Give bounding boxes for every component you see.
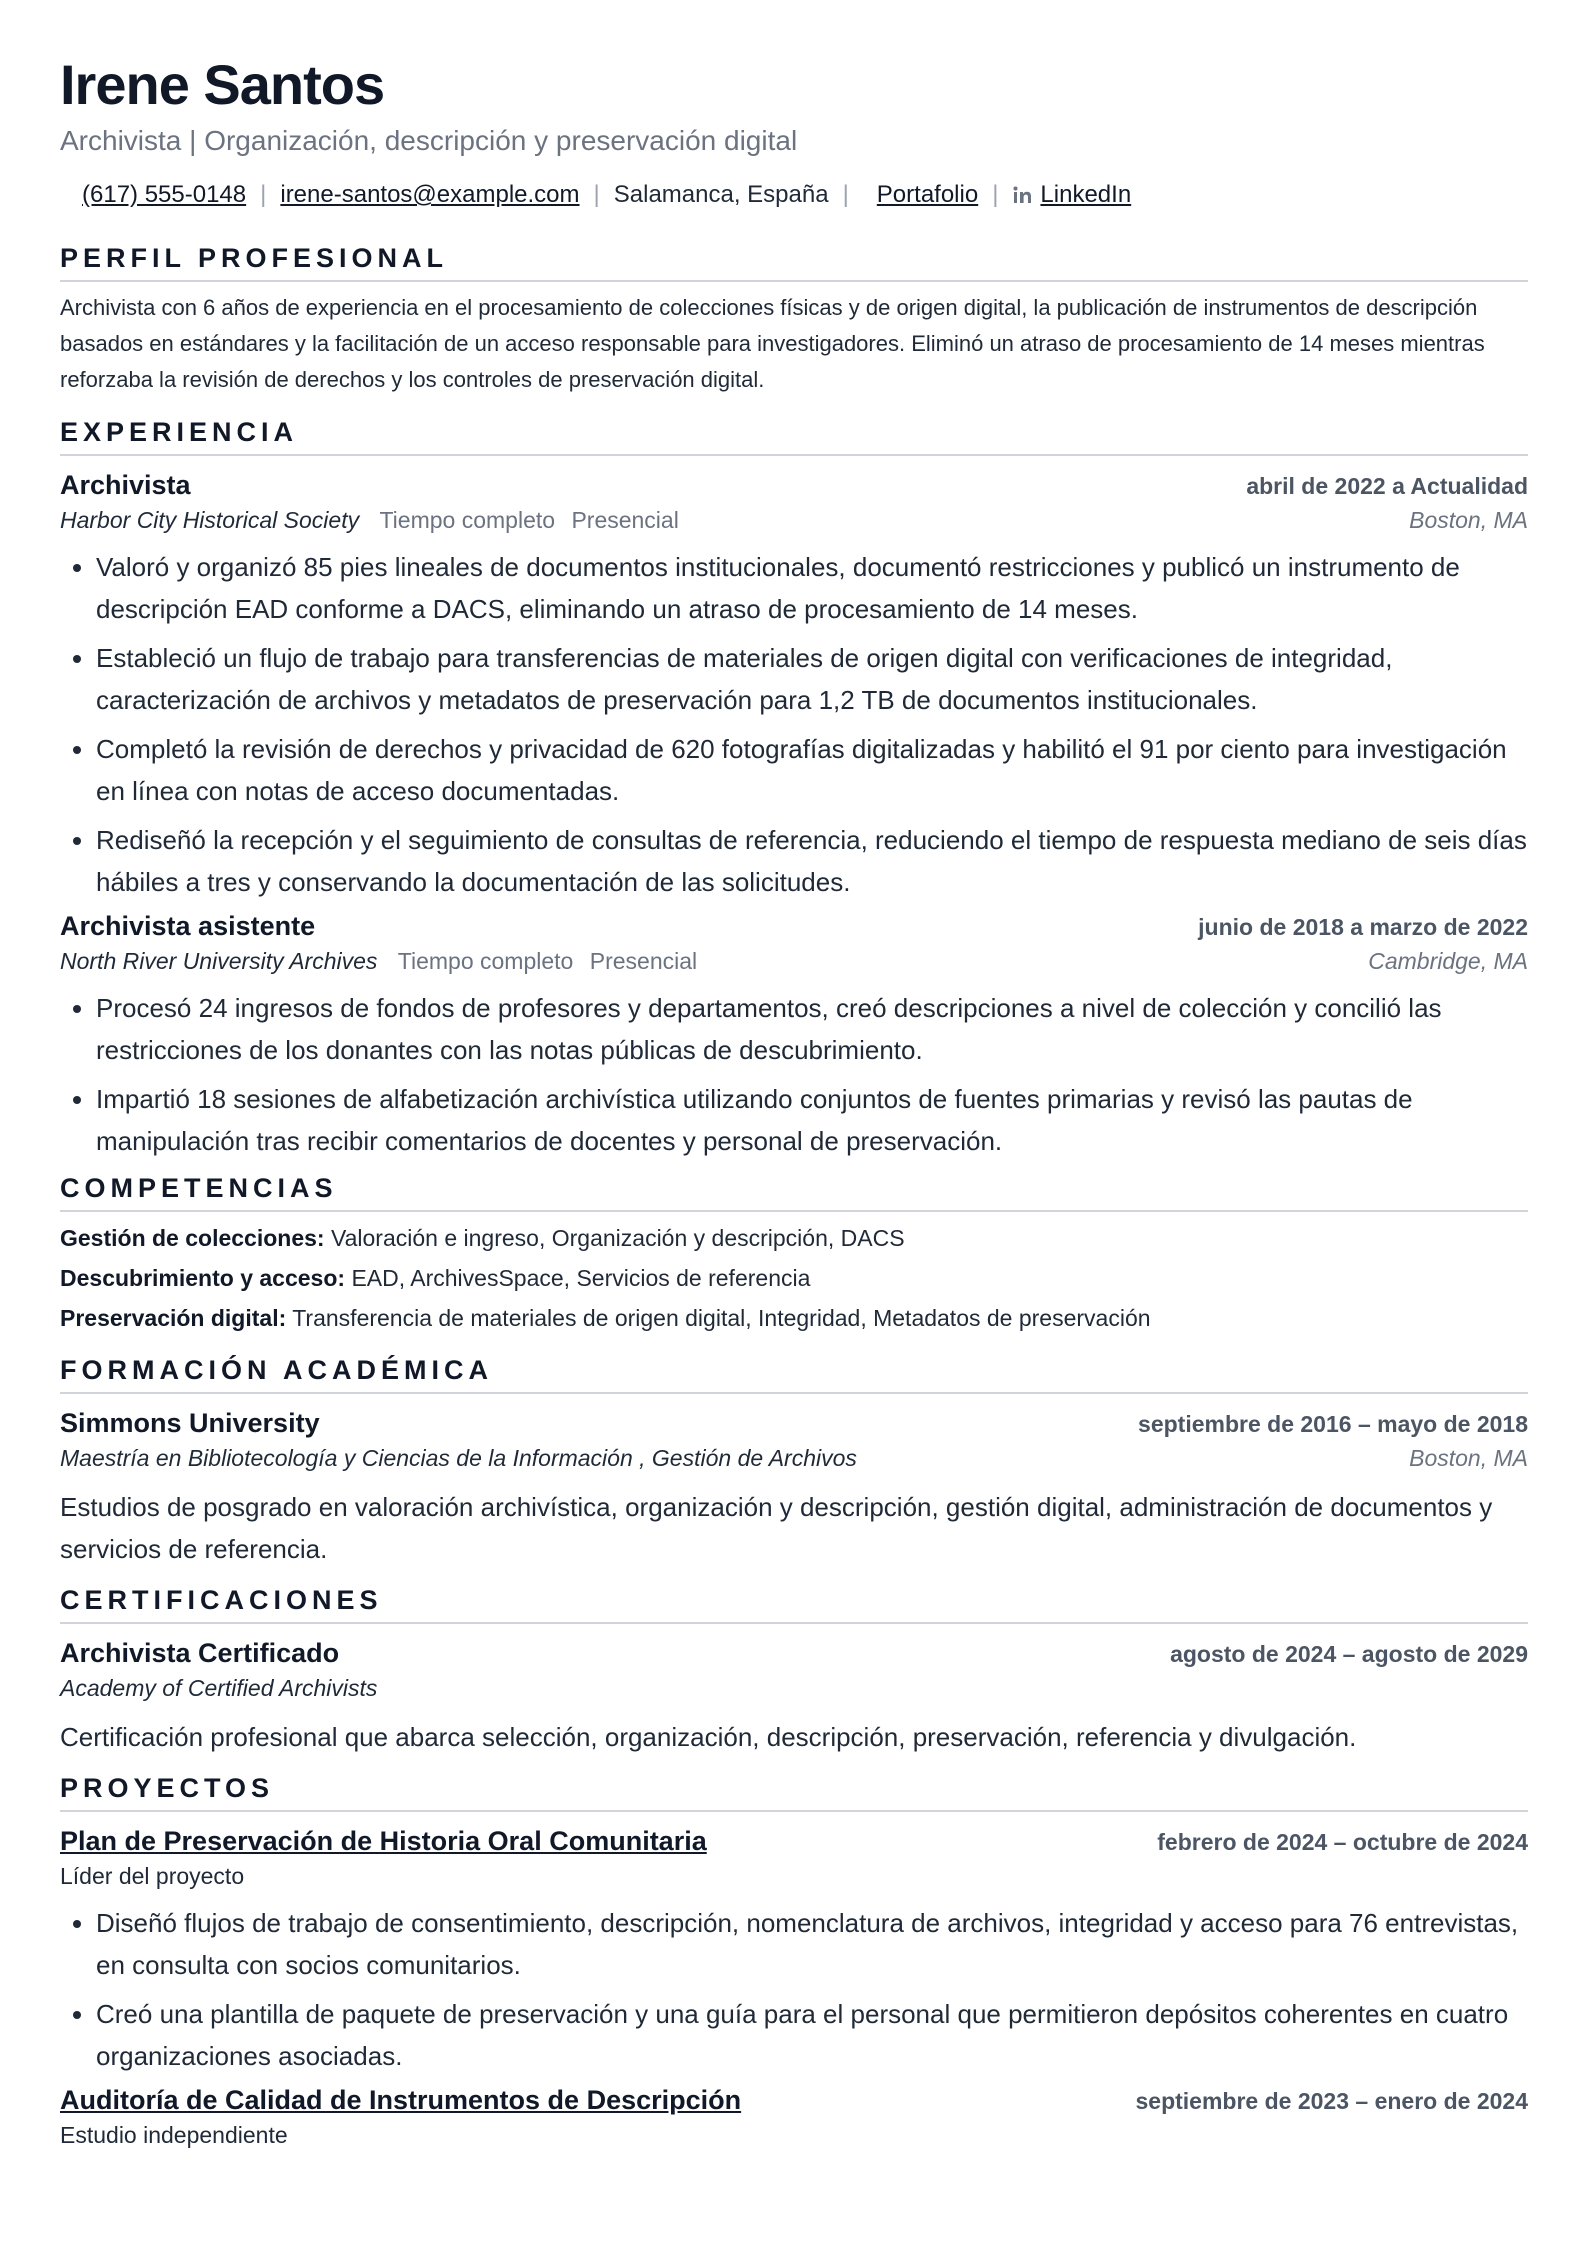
project-entry [60,2085,1528,2149]
list-item: • Estableció un flujo de trabajo para transferencias de materiales de origen digital con verificaciones de integridad, caracterización de archivos y metadatos de preservación para 1,2 TB de documentos institucionales. [96,637,1528,721]
skill-label: Preservación digital: [60,1305,287,1331]
project-role: Líder del proyecto [60,1863,245,1889]
job-bullets [60,546,1528,903]
job-date: abril de 2022 a Actualidad [1246,473,1528,499]
job-bullets [60,987,1528,1162]
list-item: • Valoró y organizó 85 pies lineales de documentos institucionales, documentó restricciones y publicó un instrumento de descripción EAD conforme a DACS, eliminando un atraso de procesamiento de 14 meses. [96,546,1528,630]
separator: | [842,181,849,208]
section-title-certifications: CERTIFICACIONES [60,1584,1528,1624]
section-title-skills: COMPETENCIAS [60,1172,1528,1212]
skill-row [60,1298,1528,1338]
skill-value: EAD, ArchivesSpace, Servicios de referencia [351,1265,811,1291]
section-title-education: FORMACIÓN ACADÉMICA [60,1354,1528,1394]
list-item: • Impartió 18 sesiones de alfabetización archivística utilizando conjuntos de fuentes primarias y revisó las pautas de manipulación tras recibir comentarios de docentes y personal de preservación. [96,1078,1528,1162]
education-date: septiembre de 2016 – mayo de 2018 [1138,1411,1528,1437]
certification-issuer: Academy of Certified Archivists [60,1675,378,1701]
skill-label: Gestión de colecciones: [60,1225,325,1251]
portfolio-link[interactable]: Portafolio [876,181,979,208]
job-date: junio de 2018 a marzo de 2022 [1198,914,1528,940]
degree-text: Maestría en Bibliotecología y Ciencias de la Información , Gestión de Archivos [60,1445,857,1471]
project-role: Estudio independiente [60,2122,288,2148]
project-entry [60,1826,1528,2077]
job-entry [60,911,1528,1162]
separator: | [260,181,267,208]
project-bullets [60,1902,1528,2077]
skill-row [60,1218,1528,1258]
experience-section [60,416,1528,1162]
projects-section [60,1772,1528,2149]
skill-row [60,1258,1528,1298]
location-text: Salamanca, España [613,181,829,208]
certifications-section [60,1584,1528,1758]
job-org: Harbor City Historical Society [60,507,360,533]
job-entry [60,470,1528,903]
linkedin-link[interactable]: LinkedIn [1040,181,1132,208]
project-title-link[interactable]: Plan de Preservación de Historia Oral Comunitaria [60,1826,707,1856]
job-type: Tiempo completo [379,507,556,533]
job-title: Archivista [60,470,191,500]
job-mode: Presencial [589,948,698,974]
education-section [60,1354,1528,1570]
job-title: Archivista asistente [60,911,316,941]
certification-description: Certificación profesional que abarca selección, organización, descripción, preservación, referencia y divulgación. [60,1722,1357,1752]
skills-section [60,1172,1528,1338]
certification-date: agosto de 2024 – agosto de 2029 [1170,1641,1528,1667]
phone-link[interactable]: (617) 555-0148 [82,181,247,208]
job-mode: Presencial [571,507,679,533]
list-item: • Rediseñó la recepción y el seguimiento de consultas de referencia, reduciendo el tiempo de respuesta mediano de seis días hábiles a tres y conservando la documentación de las solicitudes. [96,819,1528,903]
section-title-projects: PROYECTOS [60,1772,1528,1812]
summary-section [60,242,1528,398]
education-description: Estudios de posgrado en valoración archivística, organización y descripción, gestión digital, administración de documentos y servicios de referencia. [60,1492,1493,1564]
summary-text: Archivista con 6 años de experiencia en el procesamiento de colecciones físicas y de origen digital, la publicación de instrumentos de descripción basados en estándares y la facilitación de un acceso responsable para investigadores. Eliminó un atraso de procesamiento de 14 meses mientras reforzaba la revisión de derechos y los controles de preservación digital. [60,295,1485,392]
list-item: • Creó una plantilla de paquete de preservación y una guía para el personal que permitieron depósitos coherentes en cuatro organizaciones asociadas. [96,1993,1528,2077]
job-type: Tiempo completo [397,948,574,974]
section-title-experience: EXPERIENCIA [60,416,1528,456]
contact-bar [60,180,1528,210]
email-link[interactable]: irene-santos@example.com [280,181,580,208]
certification-name: Archivista Certificado [60,1638,340,1668]
education-location: Boston, MA [1409,1445,1528,1471]
project-date: septiembre de 2023 – enero de 2024 [1135,2088,1528,2114]
job-location: Boston, MA [1409,507,1528,533]
headline: Archivista | Organización, descripción y preservación digital [60,125,798,156]
candidate-name: Irene Santos [60,53,385,116]
school-name: Simmons University [60,1408,320,1438]
skill-value: Valoración e ingreso, Organización y descripción, DACS [330,1225,905,1251]
job-location: Cambridge, MA [1368,948,1528,974]
list-item: • Procesó 24 ingresos de fondos de profesores y departamentos, creó descripciones a nivel de colección y concilió las restricciones de los donantes con las notas públicas de descubrimiento. [96,987,1528,1071]
section-title-summary: PERFIL PROFESIONAL [60,242,1528,282]
separator: | [992,181,999,208]
project-date: febrero de 2024 – octubre de 2024 [1157,1829,1528,1855]
list-item: • Completó la revisión de derechos y privacidad de 620 fotografías digitalizadas y habilitó el 91 por ciento para investigación en línea con notas de acceso documentadas. [96,728,1528,812]
list-item: • Diseñó flujos de trabajo de consentimiento, descripción, nomenclatura de archivos, integridad y acceso para 76 entrevistas, en consulta con socios comunitarios. [96,1902,1528,1986]
linkedin-icon [1012,184,1034,206]
skill-label: Descubrimiento y acceso: [60,1265,346,1291]
project-title-link[interactable]: Auditoría de Calidad de Instrumentos de Descripción [60,2085,742,2115]
job-org: North River University Archives [60,948,378,974]
separator: | [593,181,600,208]
skill-value: Transferencia de materiales de origen digital, Integridad, Metadatos de preservación [292,1305,1151,1331]
